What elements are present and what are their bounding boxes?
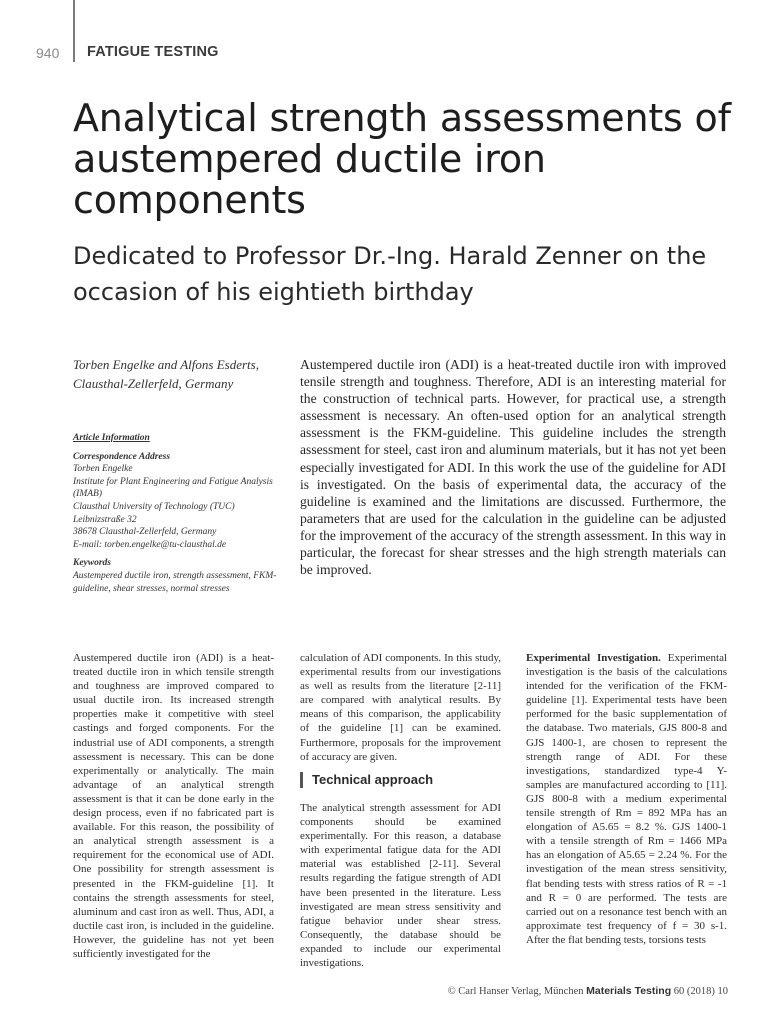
- keywords-heading: Keywords: [73, 558, 111, 569]
- footer-publisher: © Carl Hanser Verlag, München: [447, 986, 584, 997]
- col3-text-2: has an elongation of: [526, 807, 727, 834]
- abstract: Austempered ductile iron (ADI) is a heat-treated ductile iron with improved tensile strength and toughness. Therefore, ADI is an interesting material for the construction of technical parts. However, for practical use, a strength assessment is necessary. An often-used option for an analytical strength assessment is the FKM-guideline. This guideline includes the strength assessment for steel, cast iron and aluminum materials, but it has not yet been especially investigated for ADI. In this work the use of the guideline for ADI is investigated. On the basis of experimental data, the accuracy of the guideline is examined and the limitations are discussed. Furthermore, the parameters that are used for the calculation in the guideline can be adjusted for the improvement of the accuracy of the strength assessment. In this way in particular, the forecast for shear stresses and the high strength materials can be improved.: [300, 357, 726, 578]
- article-info-heading: Article Information: [73, 433, 150, 443]
- article-information: [73, 432, 288, 595]
- article-title: Analytical strength assessments of austempered ductile iron components: [73, 96, 731, 222]
- body-column-2-top: calculation of ADI components. In this study, experimental results from our investigations as well as results from the literature [2-11] are compared with analytical results. By means of this comparison, the applicability of the guideline [1] can be examined. Furthermore, proposals for the improvement of accuracy are given.: [300, 652, 501, 763]
- footer-issue: 60 (2018) 10: [673, 986, 728, 997]
- page-footer: [410, 985, 728, 997]
- col3-rm1: Rm = 892 MPa: [615, 807, 692, 820]
- col3-rm2: Rm = 1466 MPa: [647, 835, 727, 848]
- correspondence-email: E-mail: torben.engelke@tu-clausthal.de: [73, 539, 227, 550]
- correspondence-city: 38678 Clausthal-Zellerfeld, Germany: [73, 527, 217, 538]
- correspondence-heading: Correspondence Address: [73, 451, 171, 462]
- col3-a1: A5.65 = 8.2 %.: [591, 821, 667, 834]
- author-line: Torben Engelke and Alfons Esderts, Clausthal-Zellerfeld, Germany: [73, 357, 259, 391]
- col3-text-5: For the investigation of the mean stress sensitivity, flat bending tests with stress ratios of R = -1 and R = 0 are performed. The tests are carried out on a resonance test bench with an approximate test frequency of: [526, 849, 727, 932]
- col3-text-4: has an elongation of: [526, 849, 616, 862]
- col3-text-1: Experimental investigation is the basis of the calculations intended for the verification of the FKM-guideline [1]. Experimental tests have been performed for the basic supplementation of the database. Two materials, GJS 800-8 and GJS 1400-1, are chosen to represent the strength range of ADI. For these investigations, standardized type-4 Y-samples are manufactured according to [11]. GJS 800-8 with a medium experimental tensile strength of: [526, 652, 728, 820]
- body-column-1: Austempered ductile iron (ADI) is a heat-treated ductile iron in which tensile strength and toughness are improved compared to usual ductile iron. Its increased strength properties make it competitive with steel castings and forged components. For the industrial use of ADI components, a strength assessment is necessary. This can be done experimentally or analytically. The main advantage of an analytical strength assessment is that it can be done early in the design process, even if no fabricated part is available. For this reason, the possibility of an analytical strength assessment is a requirement for the economical use of ADI. One possibility for strength assessment is presented in the FKM-guideline [1]. It contains the strength assessments for steel, aluminum and cast iron as well. Thus, ADI, a ductile cast iron, is included in the guideline. However, the guideline has not yet been sufficiently investigated for the: [73, 652, 274, 960]
- col3-text-6: After the flat bending tests, torsions tests: [526, 933, 706, 946]
- keywords-text: Austempered ductile iron, strength assessment, FKM-guideline, shear stresses, normal stresses: [73, 570, 277, 594]
- body-column-3: [526, 651, 727, 947]
- correspondence-institute: Institute for Plant Engineering and Fatigue Analysis (IMAB): [73, 476, 273, 500]
- article-subtitle: Dedicated to Professor Dr.-Ing. Harald Zenner on the occasion of his eightieth birthday: [73, 242, 707, 306]
- correspondence-street: Leibnizstraße 32: [73, 514, 137, 525]
- page-number: 940: [36, 45, 60, 61]
- correspondence-name: Torben Engelke: [73, 464, 133, 475]
- section-heading-technical-approach: Technical approach: [300, 772, 433, 788]
- col3-freq: f = 30 s-1.: [672, 919, 728, 932]
- header-rule: [73, 0, 75, 62]
- body-column-2-bottom: The analytical strength assessment for ADI components should be examined experimentally. For this reason, a database with experimental fatigue data for the ADI material was established [2-11]. Several results regarding the fatigue strength of ADI have been presented in the literature. Less investigated are mean stress sensitivity and fatigue behavior under shear stress. Consequently, the database should be expanded to include our experimental investigations.: [300, 802, 501, 970]
- col3-text-3: GJS 1400-1 with a tensile strength of: [526, 821, 727, 848]
- section-label: FATIGUE TESTING: [87, 44, 219, 60]
- col3-a2: A5.65 = 2.24 %.: [618, 849, 693, 862]
- footer-journal: Materials Testing: [586, 985, 672, 997]
- paragraph-lead: Experimental Investigation.: [526, 652, 661, 664]
- correspondence-university: Clausthal University of Technology (TUC): [73, 501, 235, 512]
